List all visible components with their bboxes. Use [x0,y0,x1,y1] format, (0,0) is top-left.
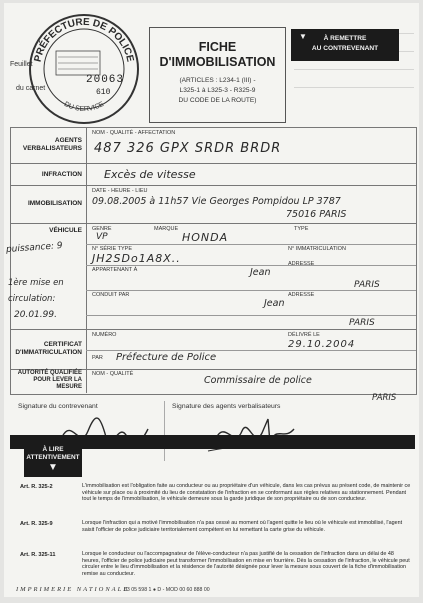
feuillet-label: Feuillet [10,61,33,68]
marque-value: HONDA [182,231,229,244]
read-carefully-box [24,443,82,477]
article-ref-2: Art. R. 325-9 [20,521,53,527]
appartenant-value: Jean [250,267,271,278]
footer-code: 03 05 598 1 ● D - MOD 00 60 888 00 [124,587,210,593]
form-title [150,40,285,70]
carnet-label: du carnet [16,85,46,92]
autorite-value: Commissaire de police [204,375,312,386]
immobilisation-label: IMMOBILISATION [27,200,82,207]
infraction-label: INFRACTION [41,171,82,178]
remit-to-offender-box [291,29,399,61]
type-label: TYPE [294,226,309,232]
vehicle-label: VÉHICULE [49,227,82,234]
margin-note-first-registration-1: 1ère mise en [8,278,64,288]
autorite-place: PARIS [372,393,397,403]
adresse-label-1: ADRESSE [288,261,315,267]
immobilisation-sublabel: DATE - HEURE - LIEU [92,188,148,194]
conduit-label: CONDUIT PAR [92,292,130,298]
certificat-label: CERTIFICAT D'IMMATRICULATION [15,341,82,356]
arrow-down-icon: ▼ [299,32,307,41]
immobilisation-value-2: 75016 PARIS [286,209,347,220]
row-line [86,350,416,351]
marque-label: MARQUE [154,226,179,232]
references-line-1: (ARTICLES : L234-1 (III) - [179,77,256,84]
numero-label: NUMÉRO [92,332,117,338]
margin-note-first-registration-2: circulation: [8,294,56,304]
signature-contrevenant-label: Signature du contrevenant [18,403,98,410]
serie-label: N° SÉRIE TYPE [92,246,132,252]
autorite-sublabel: NOM - QUALITÉ [92,371,134,377]
svg-text:DU SERVICE: DU SERVICE [62,100,106,114]
row-line [86,315,416,316]
delivre-label: DÉLIVRÉ LE [288,332,320,338]
autorite-label: AUTORITÉ QUALIFIÉE POUR LEVER LA MESURE [17,370,82,390]
adresse-value-1: PARIS [354,280,380,290]
infraction-value: Excès de vitesse [104,168,196,181]
adresse-label-2: ADRESSE [288,292,315,298]
row-line [10,223,416,224]
feuillet-number: 20063 [86,74,125,86]
title-line-2: D'IMMOBILISATION [159,55,276,69]
immobilisation-value-1: 09.08.2005 à 11h57 Vie Georges Pompidou LP 3787 [92,196,341,207]
immobilisation-form [4,3,419,597]
label-column-divider [86,127,87,393]
margin-note-power: puissance: 9 [5,241,63,255]
agents-value: 487 326 GPX SRDR BRDR [94,141,282,156]
row-line [10,163,416,164]
remit-line-2: AU CONTREVENANT [311,45,379,52]
arrow-down-icon: ▼ [48,462,58,473]
serie-value: JH2SDo1A8X.. [92,252,181,265]
agents-label: AGENTS VERBALISATEURS [22,137,82,152]
references-line-2: L325-1 à L325-3 - R325-9 [179,87,256,94]
remit-line-1: À REMETTRE [323,35,367,42]
title-line-1: FICHE [198,40,237,54]
row-line [86,244,416,245]
agents-sublabel: NOM - QUALITÉ - AFFECTATION [92,130,176,136]
par-value: Préfecture de Police [116,352,217,363]
conduit-value: Jean [264,298,285,309]
legal-references [150,76,285,106]
genre-value: VP [96,232,108,242]
article-text-3: Lorsque le conducteur ou l'accompagnateur de l'élève-conducteur n'a pas justifié de la cessation de l'infraction dans un délai de 48 heures, l'officier de police judiciaire peut transformer l'immobilisation en mise en fourrière. Dès la cessation de l'infraction, le véhicule peut circuler entre le lieu d'immobilisation et la résidence de l'autorité désignée pour lever la mesure sous couvert de la fiche d'immobilisation remise au conducteur. [82,551,410,577]
immat-label: N° IMMATRICULATION [288,246,346,252]
carnet-number: 610 [96,88,111,97]
margin-note-first-registration-date: 20.01.99. [14,310,57,320]
agent-signature [204,411,299,456]
row-line [86,265,416,266]
row-line [10,185,416,186]
signature-divider [164,401,165,461]
read-line-1: À LIRE [42,446,64,453]
adresse-value-2: PARIS [349,318,375,328]
title-box [149,27,286,123]
police-stamp [26,11,142,127]
row-line [86,290,416,291]
delivre-value: 29.10.2004 [288,339,356,350]
appartenant-label: APPARTENANT À [92,267,138,273]
footer-imprimerie: IMPRIMERIE NATIONALE [16,586,130,593]
article-ref-3: Art. R. 325-11 [20,552,56,558]
article-ref-1: Art. R. 325-2 [20,484,53,490]
references-line-3: DU CODE DE LA ROUTE) [178,97,257,104]
svg-text:PRÉFECTURE DE POLICE: PRÉFECTURE DE POLICE [32,16,136,63]
article-text-2: Lorsque l'infraction qui a motivé l'immobilisation n'a pas cessé au moment où l'agent quitte le lieu où le véhicule est immobilisé, l'agent saisit l'officier de police judiciaire territorialement compétent en lui remettant la carte grise du véhicule. [82,520,403,533]
row-line [10,329,416,330]
article-text-1: L'immobilisation est l'obligation faite au conducteur ou au propriétaire d'un véhicule, dans les cas prévus au présent code, de maintenir ce véhicule sur place ou à proximité du lieu de constatation de l'infraction en se conformant aux règles relatives au stationnement. Pendant tout le temps de l'immobilisation, le véhicule demeure sous la garde juridique de son propriétaire ou de son conducteur. [82,483,411,503]
par-label: PAR [92,355,103,361]
read-line-2: ATTENTIVEMENT [26,454,80,461]
signature-agents-label: Signature des agents verbalisateurs [172,403,281,410]
genre-label: GENRE [92,226,112,232]
